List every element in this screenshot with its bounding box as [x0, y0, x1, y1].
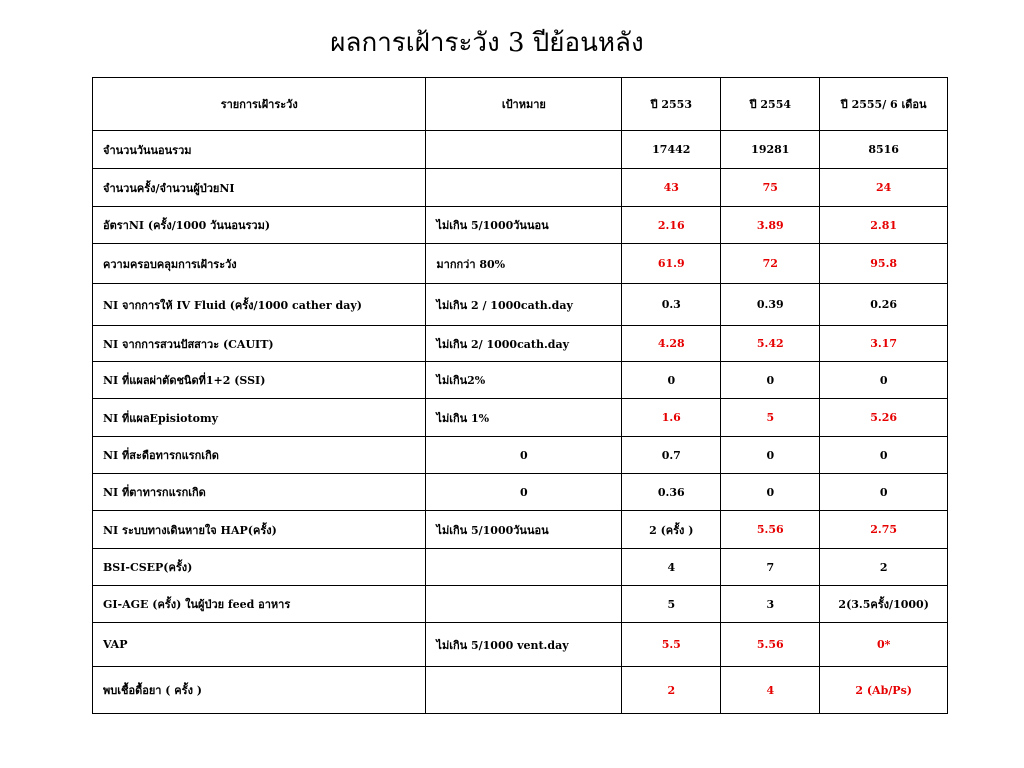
row-target: มากกว่า 80% [426, 244, 622, 284]
row-value-2553: 4.28 [622, 326, 721, 362]
row-value-2554: 19281 [721, 131, 820, 169]
row-target: ไม่เกิน 5/1000 vent.day [426, 623, 622, 667]
row-value-2555: 24 [820, 169, 948, 207]
row-value-2554: 5.42 [721, 326, 820, 362]
row-value-2554: 0 [721, 437, 820, 474]
row-value-2555: 2 (Ab/Ps) [820, 667, 948, 714]
table-row [93, 623, 948, 667]
row-item: NI ที่แผลผ่าตัดชนิดที่1+2 (SSI) [93, 362, 426, 399]
row-value-2553: 0.7 [622, 437, 721, 474]
row-value-2553: 43 [622, 169, 721, 207]
row-value-2553: 2.16 [622, 207, 721, 244]
row-value-2553: 5 [622, 586, 721, 623]
row-value-2555: 0* [820, 623, 948, 667]
row-value-2554: 5.56 [721, 511, 820, 549]
table-header-row [93, 78, 948, 131]
row-target: ไม่เกิน 1% [426, 399, 622, 437]
table-row [93, 399, 948, 437]
table-row [93, 511, 948, 549]
row-item: จำนวนครั้ง/จำนวนผู้ป่วยNI [93, 169, 426, 207]
row-value-2554: 72 [721, 244, 820, 284]
table-row [93, 549, 948, 586]
row-value-2553: 2 [622, 667, 721, 714]
row-target: ไม่เกิน 5/1000วันนอน [426, 207, 622, 244]
row-value-2555: 95.8 [820, 244, 948, 284]
row-value-2553: 5.5 [622, 623, 721, 667]
row-value-2555: 0 [820, 437, 948, 474]
row-value-2553: 0.36 [622, 474, 721, 511]
header-target: เป้าหมาย [426, 78, 622, 131]
row-value-2554: 0 [721, 362, 820, 399]
row-value-2555: 2.81 [820, 207, 948, 244]
table-row [93, 474, 948, 511]
row-target [426, 131, 622, 169]
row-target [426, 549, 622, 586]
row-target: 0 [426, 474, 622, 511]
row-value-2555: 0 [820, 362, 948, 399]
row-item: NI ที่แผลEpisiotomy [93, 399, 426, 437]
row-value-2555: 0.26 [820, 284, 948, 326]
row-item: NI ที่สะดือทารกแรกเกิด [93, 437, 426, 474]
row-item: BSI-CSEP(ครั้ง) [93, 549, 426, 586]
row-item: NI ระบบทางเดินหายใจ HAP(ครั้ง) [93, 511, 426, 549]
table-row [93, 284, 948, 326]
row-value-2554: 3 [721, 586, 820, 623]
row-target: 0 [426, 437, 622, 474]
row-value-2554: 0.39 [721, 284, 820, 326]
row-item: VAP [93, 623, 426, 667]
table-row [93, 131, 948, 169]
header-year-2555: ปี 2555/ 6 เดือน [820, 78, 948, 131]
row-target: ไม่เกิน 2 / 1000cath.day [426, 284, 622, 326]
row-value-2553: 4 [622, 549, 721, 586]
row-value-2554: 7 [721, 549, 820, 586]
page-title: ผลการเฝ้าระวัง 3 ปีย้อนหลัง [330, 28, 644, 58]
row-value-2553: 0.3 [622, 284, 721, 326]
row-item: NI จากการให้ IV Fluid (ครั้ง/1000 cather day) [93, 284, 426, 326]
row-item: GI-AGE (ครั้ง) ในผู้ป่วย feed อาหาร [93, 586, 426, 623]
row-value-2554: 3.89 [721, 207, 820, 244]
row-item: พบเชื้อดื้อยา ( ครั้ง ) [93, 667, 426, 714]
row-value-2553: 1.6 [622, 399, 721, 437]
row-item: NI ที่ตาทารกแรกเกิด [93, 474, 426, 511]
row-target [426, 586, 622, 623]
header-year-2554: ปี 2554 [721, 78, 820, 131]
row-value-2553: 17442 [622, 131, 721, 169]
row-value-2553: 0 [622, 362, 721, 399]
row-target: ไม่เกิน 2/ 1000cath.day [426, 326, 622, 362]
row-value-2555: 2 [820, 549, 948, 586]
table-row [93, 169, 948, 207]
row-target [426, 667, 622, 714]
table-row [93, 326, 948, 362]
row-item: NI จากการสวนปัสสาวะ (CAUIT) [93, 326, 426, 362]
row-value-2553: 61.9 [622, 244, 721, 284]
row-item: ความครอบคลุมการเฝ้าระวัง [93, 244, 426, 284]
row-value-2555: 2(3.5ครั้ง/1000) [820, 586, 948, 623]
row-value-2555: 8516 [820, 131, 948, 169]
table-row [93, 244, 948, 284]
table-row [93, 362, 948, 399]
row-item: อัตราNI (ครั้ง/1000 วันนอนรวม) [93, 207, 426, 244]
row-target [426, 169, 622, 207]
table-row [93, 586, 948, 623]
table-row [93, 667, 948, 714]
row-value-2555: 2.75 [820, 511, 948, 549]
row-target: ไม่เกิน2% [426, 362, 622, 399]
row-value-2554: 5.56 [721, 623, 820, 667]
row-value-2555: 3.17 [820, 326, 948, 362]
row-value-2554: 0 [721, 474, 820, 511]
row-item: จำนวนวันนอนรวม [93, 131, 426, 169]
surveillance-table [92, 77, 948, 714]
table-row [93, 207, 948, 244]
header-year-2553: ปี 2553 [622, 78, 721, 131]
row-value-2554: 75 [721, 169, 820, 207]
table-row [93, 437, 948, 474]
row-value-2554: 4 [721, 667, 820, 714]
row-value-2555: 0 [820, 474, 948, 511]
row-target: ไม่เกิน 5/1000วันนอน [426, 511, 622, 549]
row-value-2555: 5.26 [820, 399, 948, 437]
row-value-2553: 2 (ครั้ง ) [622, 511, 721, 549]
row-value-2554: 5 [721, 399, 820, 437]
header-item: รายการเฝ้าระวัง [93, 78, 426, 131]
